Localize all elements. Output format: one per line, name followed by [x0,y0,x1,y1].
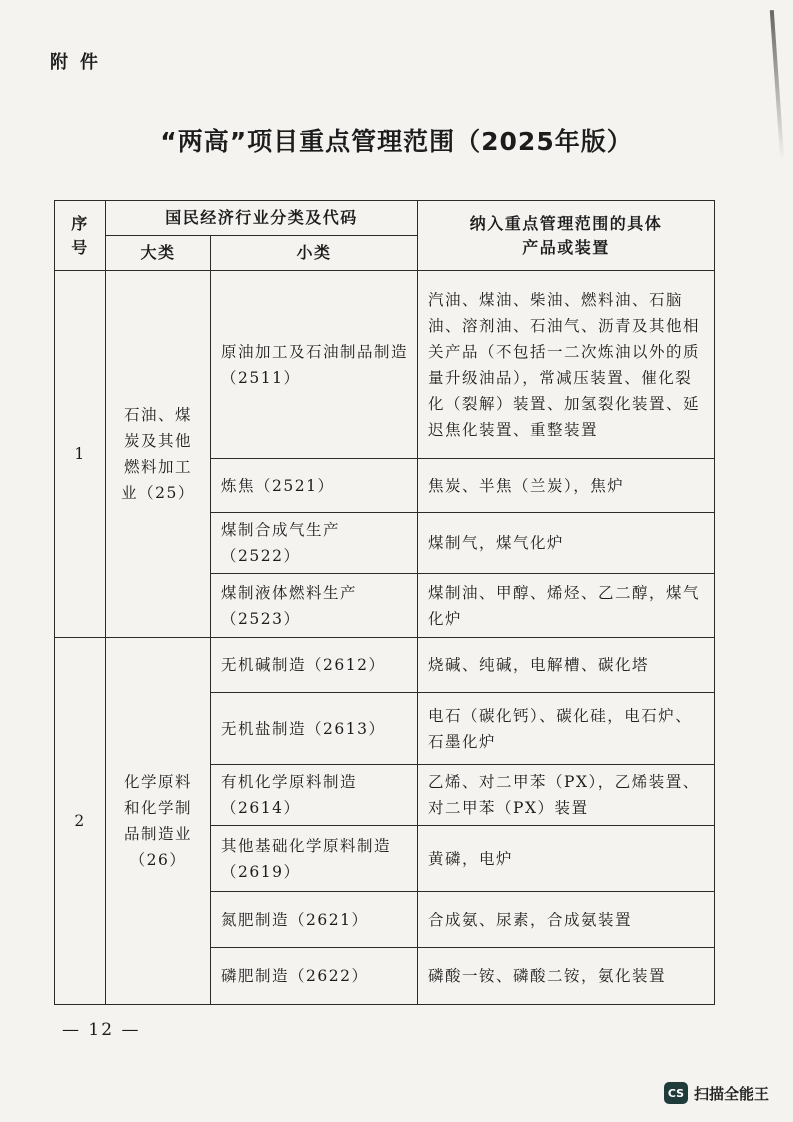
header-product: 纳入重点管理范围的具体产品或装置 [418,201,715,271]
attachment-label: 附件 [50,52,110,73]
minor-category-cell: 原油加工及石油制品制造（2511） [211,271,418,459]
product-cell: 黄磷，电炉 [418,826,715,892]
major-category-cell: 石油、煤炭及其他燃料加工业（25） [106,271,211,638]
product-cell: 煤制油、甲醇、烯烃、乙二醇，煤气化炉 [418,574,715,638]
watermark-text: 扫描全能王 [693,1084,769,1103]
product-cell: 磷酸一铵、磷酸二铵，氨化装置 [418,948,715,1005]
page-number: — 12 — [62,1020,141,1040]
header-major: 大类 [106,236,211,271]
scanner-watermark [664,1082,769,1104]
camscanner-logo-icon: CS [664,1082,688,1104]
minor-category-cell: 有机化学原料制造（2614） [211,765,418,826]
minor-category-cell: 炼焦（2521） [211,459,418,513]
table-row [55,638,715,693]
seq-cell: 1 [55,271,106,638]
product-cell: 电石（碳化钙）、碳化硅，电石炉、石墨化炉 [418,693,715,765]
minor-category-cell: 其他基础化学原料制造（2619） [211,826,418,892]
minor-category-cell: 无机盐制造（2613） [211,693,418,765]
minor-category-cell: 无机碱制造（2612） [211,638,418,693]
product-cell: 焦炭、半焦（兰炭），焦炉 [418,459,715,513]
header-industry: 国民经济行业分类及代码 [106,201,418,236]
product-cell: 汽油、煤油、柴油、燃料油、石脑油、溶剂油、石油气、沥青及其他相关产品（不包括一二次炼油以外的质量升级油品），常减压装置、催化裂化（裂解）装置、加氢裂化装置、延迟焦化装置、重整装置 [418,271,715,459]
document-title: “两高”项目重点管理范围（2025年版） [160,127,633,156]
minor-category-cell: 氮肥制造（2621） [211,892,418,948]
header-minor: 小类 [211,236,418,271]
major-category-cell: 化学原料和化学制品制造业（26） [106,638,211,1005]
product-cell: 乙烯、对二甲苯（PX），乙烯装置、对二甲苯（PX）装置 [418,765,715,826]
product-cell: 煤制气，煤气化炉 [418,513,715,574]
table-row [55,271,715,459]
header-seq: 序号 [55,201,106,271]
seq-cell: 2 [55,638,106,1005]
product-cell: 合成氨、尿素，合成氨装置 [418,892,715,948]
minor-category-cell: 磷肥制造（2622） [211,948,418,1005]
minor-category-cell: 煤制液体燃料生产（2523） [211,574,418,638]
scope-table [54,200,715,1005]
product-cell: 烧碱、纯碱，电解槽、碳化塔 [418,638,715,693]
minor-category-cell: 煤制合成气生产（2522） [211,513,418,574]
